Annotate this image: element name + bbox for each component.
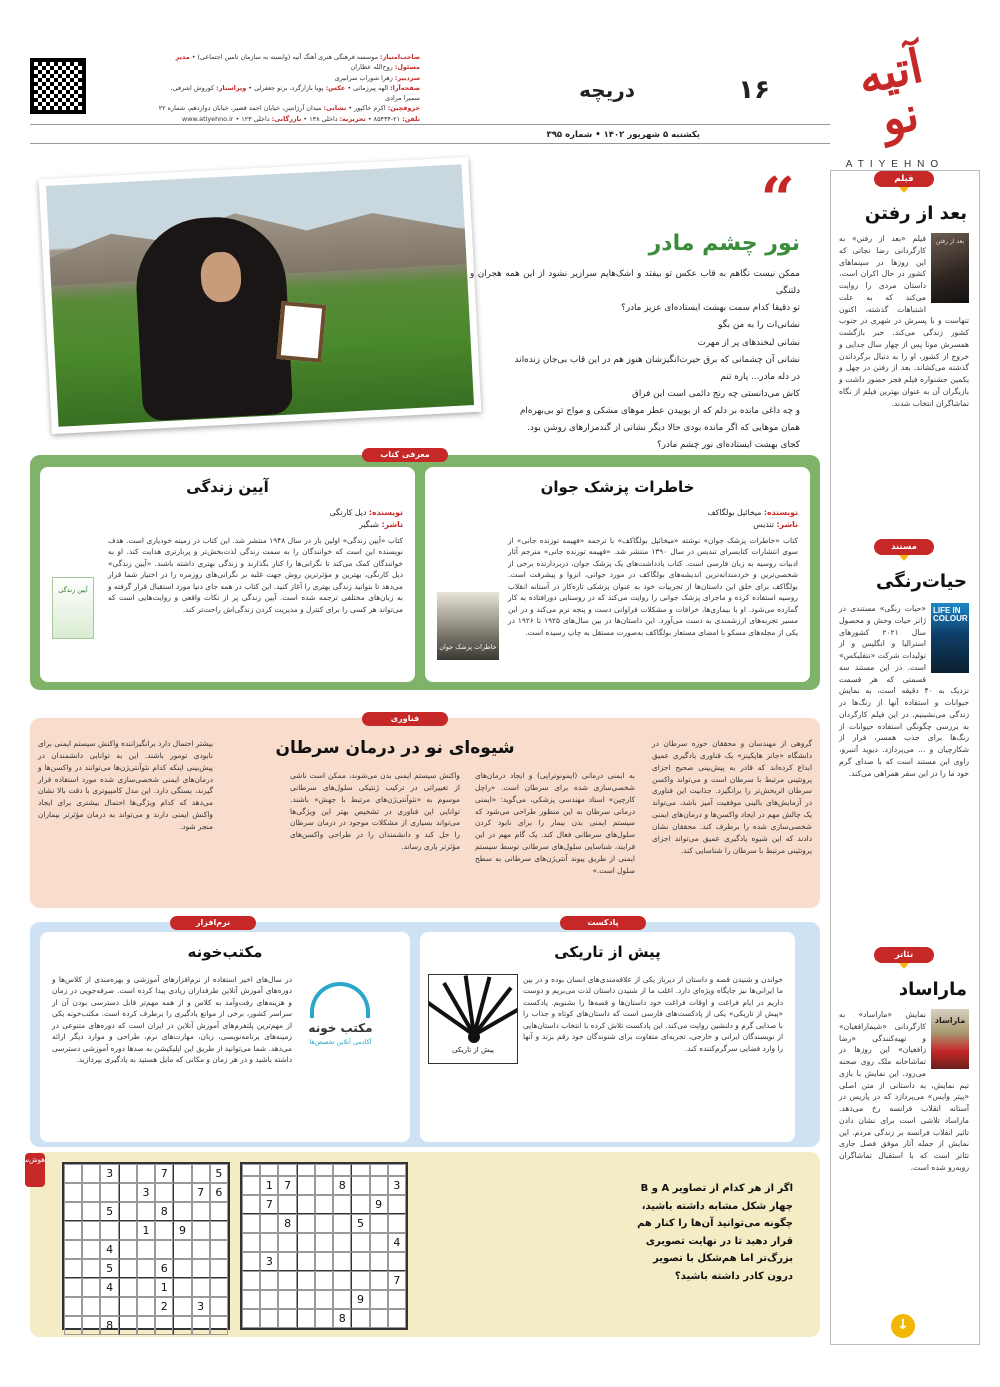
sudoku-cell[interactable] xyxy=(173,1278,191,1297)
sudoku-cell[interactable] xyxy=(100,1297,118,1316)
sudoku-cell[interactable] xyxy=(242,1252,260,1271)
sudoku-cell[interactable] xyxy=(351,1164,369,1176)
sudoku-cell: 8 xyxy=(100,1316,118,1335)
sudoku-cell[interactable] xyxy=(137,1278,155,1297)
sidebar-tag-doc: مستند xyxy=(874,539,934,555)
sudoku-cell[interactable] xyxy=(100,1183,118,1202)
credit-line: سردبیر: زهرا شوراب سرابیری xyxy=(334,73,420,82)
sudoku-cell[interactable] xyxy=(278,1290,296,1309)
qr-code-icon[interactable] xyxy=(30,58,86,114)
sudoku-cell[interactable] xyxy=(64,1278,82,1297)
sudoku-cell[interactable] xyxy=(260,1214,278,1233)
sudoku-cell[interactable] xyxy=(119,1259,137,1278)
sudoku-cell[interactable] xyxy=(192,1240,210,1259)
end-arrow-icon: ↓ xyxy=(891,1314,915,1338)
sudoku-cell[interactable] xyxy=(137,1316,155,1335)
newspaper-logo xyxy=(840,38,950,170)
sudoku-cell[interactable] xyxy=(260,1233,278,1252)
sudoku-cell[interactable] xyxy=(351,1233,369,1252)
photo-frame-icon xyxy=(277,301,327,363)
credits-block xyxy=(155,52,420,124)
tech-section-tag: فناوری xyxy=(362,712,448,726)
sudoku-cell: 1 xyxy=(260,1176,278,1195)
sudoku-cell[interactable] xyxy=(333,1252,351,1271)
tech-col-3: واکنش سیستم ایمنی بدن می‌شوند، ممکن است ناشی از تغییراتی در ترکیب ژنتیکی سلول‌های سرطانی موسوم به «نئوآنتی‌ژن‌های مرتبط با جهش» باشند. توانایی این فناوری در تشخیص بهتر این ویژگی‌ها می‌تواند بسیاری از مشکلات موجود در درمان سرطان را حل کند و دانشمندان را در طراحی واکسن‌های مؤثرتر یاری رساند. xyxy=(290,771,460,852)
sudoku-cell[interactable] xyxy=(297,1164,315,1176)
sudoku-cell[interactable] xyxy=(278,1233,296,1252)
sudoku-cell[interactable] xyxy=(137,1297,155,1316)
sudoku-cell[interactable] xyxy=(388,1290,406,1309)
sudoku-cell[interactable] xyxy=(278,1252,296,1271)
sidebar-tag-theater: تئاتر xyxy=(874,947,934,963)
sudoku-cell: 7 xyxy=(260,1195,278,1214)
sudoku-cell[interactable] xyxy=(173,1164,191,1183)
sudoku-cell: 3 xyxy=(192,1297,210,1316)
theater-text: ماراساد نمایش «ماراساد» به کارگردانی «شیمارافغیان» و تهیه‌کنندگی «رضا زافغیان» این روزها در تماشاخانه ملک روی صحنه می‌رود. این نمایش با بازی تیم نمایش، به داستانی از متن اصلی «پیتر وایس» می‌پردازد که در پاریس در آستانه انقلاب فرانسه رخ می‌دهد. ماراساد تلاشی است برای نشان دادن تاثیر انقلاب فرانسه بر زندگی مردم. این نمایش از جمله آثار موفق فصل جاری تئاتر است که با استقبال تماشاگران روبه‌رو شده است. xyxy=(839,1010,969,1172)
sudoku-cell[interactable] xyxy=(278,1271,296,1290)
sudoku-cell: 4 xyxy=(388,1233,406,1252)
sudoku-cell[interactable] xyxy=(242,1233,260,1252)
book1-title: خاطرات پزشک جوان xyxy=(540,478,695,496)
sudoku-cell[interactable] xyxy=(351,1195,369,1214)
sudoku-cell: 1 xyxy=(137,1221,155,1240)
doc-text: LIFE IN COLOUR «حیات رنگی» مستندی در ژانر حیات وحش و محصول سال ۲۰۲۱ کشورهای استرالیا و انگلیس و از تولیدات شرکت «نتفلیکس» است. در این مستند سه قسمتی که هر قسمت نزدیک به ۴۰ دقیقه است، به نمایش حیوانات و استفاده آنها از رنگ‌ها در زندگی می‌نشینیم. در این فیلم کارگردان به بررسی چگونگی استفاده حیوانات از رنگ‌ها برای جذب همسر، فرار از شکارچیان و ... می‌پردازد. دیوید آتنبرو، راوی این مستند است که با صدای گرم خود ما را در این سفر همراهی می‌کند. xyxy=(839,604,969,778)
sudoku-grid-2[interactable] xyxy=(240,1162,408,1330)
podcast-cover: پیش از تاریکی xyxy=(428,974,518,1064)
sudoku-cell: 9 xyxy=(173,1221,191,1240)
sudoku-cell[interactable] xyxy=(82,1164,100,1183)
sudoku-cell[interactable] xyxy=(173,1316,191,1335)
sudoku-cell: 8 xyxy=(333,1309,351,1328)
sudoku-cell: 4 xyxy=(100,1278,118,1297)
sudoku-cell[interactable] xyxy=(64,1259,82,1278)
logo-text: آتیه نو xyxy=(853,38,928,147)
credit-line: صاحب‌امتیاز: موسسه فرهنگی هنری آهنگ آتیه (وابسته به سازمان تامین اجتماعی) • مدیر مسئول: روح‌الله عطاران xyxy=(175,53,420,72)
sudoku-cell[interactable] xyxy=(192,1316,210,1335)
logo-latin: ATIYEHNO xyxy=(845,159,945,170)
book1-body: کتاب «خاطرات پزشک جوان» نوشته «میخائیل بولگاکف» با ترجمه «فهیمه توزنده جانی» از سوی انتشارات کتابسرای تندیس در سال ۱۳۹۰ منتشر شد. «فهیمه توزنده جانی» مترجم آثار ادبیات روسیه به زبان فارسی است. کتاب یادداشت‌های یک پزشک جوان، دربردارنده برخی از شخصی‌ترین و خردمندانه‌ترین اندیشه‌های بولگاکف در مورد جوانی، انزوا و پیشرفت است. بولگاکف برای خلق این داستان‌ها از تجربیات خود به عنوان پزشکی تازه‌کار در آستانه انقلاب روسیه استفاده کرده و ماجرای پزشک جوانی را روایت می‌کند که در روستایی دورافتاده به کار گمارده می‌شود. او با بیماری‌ها، خرافات و مشکلات فراوانی دست و پنجه نرم می‌کند و در این مسیر تجربه‌های ارزشمندی به دست می‌آورد. این داستان‌ها در بین سال‌های ۱۹۲۵ تا ۱۹۲۶ در یکی از مجله‌های مسکو با امضای مستعار بولگاکف به‌صورت مستقل به چاپ رسیده است. xyxy=(508,536,798,637)
sudoku-cell[interactable] xyxy=(119,1297,137,1316)
sudoku-cell[interactable] xyxy=(370,1176,388,1195)
woman-figure xyxy=(133,214,293,422)
feature-photo xyxy=(39,157,482,434)
sudoku-cell[interactable] xyxy=(100,1221,118,1240)
sudoku-cell[interactable] xyxy=(315,1233,333,1252)
sudoku-cell[interactable] xyxy=(315,1214,333,1233)
sudoku-cell[interactable] xyxy=(315,1252,333,1271)
podcast-tag: پادکست xyxy=(560,916,646,930)
book2-title: آیین زندگی xyxy=(186,478,269,496)
podcast-card xyxy=(420,932,795,1142)
sudoku-cell[interactable] xyxy=(210,1297,228,1316)
sudoku-cell[interactable] xyxy=(242,1271,260,1290)
podcast-body: خواندن و شنیدن قصه و داستان از دیرباز یکی از علاقه‌مندی‌های انسان بوده و در بین ما ایرانی‌ها نیز جایگاه ویژه‌ای دارد. اغلب ما از شنیدن داستان لذت می‌بریم و دوست داریم در ایام فراغت و اوقات فراغت خود داستان‌ها و قصه‌ها را بشنویم. پادکست «پیش از تاریکی» یکی از پادکست‌های فارسی است که داستان‌های کوتاه و جذاب را با صدایی گرم و دلنشین روایت می‌کند. این پادکست تلاش کرده با انتخاب داستان‌هایی از نویسندگان ایرانی و خارجی، تجربه‌ای متفاوت برای شنوندگان خود رقم بزند و آنها را وارد فضایی سرگرم‌کننده کند. xyxy=(523,975,783,1053)
sudoku-cell: 8 xyxy=(155,1202,173,1221)
sidebar-tag-film: فیلم xyxy=(874,171,934,187)
sudoku-cell[interactable] xyxy=(351,1252,369,1271)
sudoku-cell[interactable] xyxy=(210,1259,228,1278)
sudoku-cell[interactable] xyxy=(333,1271,351,1290)
arrow-down-icon xyxy=(899,555,909,561)
sudoku-cell[interactable] xyxy=(82,1297,100,1316)
sudoku-cell[interactable] xyxy=(333,1214,351,1233)
sudoku-cell[interactable] xyxy=(192,1164,210,1183)
sudoku-cell[interactable] xyxy=(370,1233,388,1252)
sudoku-cell[interactable] xyxy=(137,1259,155,1278)
sudoku-cell[interactable] xyxy=(297,1252,315,1271)
sudoku-cell[interactable] xyxy=(155,1221,173,1240)
software-body: در سال‌های اخیر استفاده از نرم‌افزارهای آموزشی و بهره‌مندی از کلاس‌ها و دوره‌های آموزش آنلاین طرفداران زیادی پیدا کرده است. صرفه‌جویی در زمان و هزینه‌های رفت‌وآمد به کلاس و از همه مهم‌تر قابل دسترسی بودن آن از سراسر کشور، برخی از موانع یادگیری را برطرف کرده است. مکتب‌خونه یکی از مهم‌ترین پلتفرم‌های آموزش آنلاین در ایران است که دوره‌های متنوعی در زمینه‌های برنامه‌نویسی، زبان، مهارت‌های نرم، طراحی و موارد دیگر ارائه می‌دهد. شما می‌توانید از طریق این اپلیکیشن به صدها دوره آموزشی دسترسی داشته باشید و در هر زمان و مکانی که مایل هستید به یادگیری بپردازید. xyxy=(52,975,292,1065)
sudoku-cell[interactable] xyxy=(64,1316,82,1335)
sudoku-cell: 5 xyxy=(351,1214,369,1233)
sudoku-cell[interactable] xyxy=(242,1195,260,1214)
book-card-2 xyxy=(40,467,415,682)
sudoku-cell[interactable] xyxy=(388,1252,406,1271)
credit-line: صفحه‌آرا: الهه پیرزمانی • عکس: پویا بازارگرد، برنو جعفرلی • ویراستار: کوروش اشرفی، سمیرا مرادی xyxy=(170,83,420,102)
sudoku-cell: 6 xyxy=(210,1183,228,1202)
sudoku-cell: 2 xyxy=(155,1297,173,1316)
sudoku-cell[interactable] xyxy=(260,1271,278,1290)
brain-teaser-tag: هوش‌سنج xyxy=(25,1153,45,1187)
sudoku-cell: 3 xyxy=(100,1164,118,1183)
software-card xyxy=(40,932,410,1142)
doc-poster: LIFE IN COLOUR xyxy=(931,603,969,673)
page-number: ۱۶ xyxy=(738,75,770,105)
sudoku-cell: 9 xyxy=(370,1195,388,1214)
sudoku-cell[interactable] xyxy=(315,1195,333,1214)
sudoku-cell[interactable] xyxy=(119,1316,137,1335)
sudoku-cell[interactable] xyxy=(297,1195,315,1214)
sudoku-cell[interactable] xyxy=(388,1195,406,1214)
sudoku-cell[interactable] xyxy=(119,1278,137,1297)
sudoku-cell[interactable] xyxy=(351,1176,369,1195)
sudoku-cell[interactable] xyxy=(137,1240,155,1259)
sudoku-cell[interactable] xyxy=(333,1233,351,1252)
sudoku-cell: 5 xyxy=(210,1164,228,1183)
sudoku-cell: 8 xyxy=(333,1176,351,1195)
sudoku-cell[interactable] xyxy=(242,1290,260,1309)
sudoku-cell[interactable] xyxy=(370,1309,388,1328)
sudoku-cell[interactable] xyxy=(333,1290,351,1309)
sudoku-cell: 7 xyxy=(192,1183,210,1202)
feature-title: نور چشم مادر xyxy=(648,231,800,256)
podcast-title: پیش از تاریکی xyxy=(554,943,661,961)
sudoku-cell[interactable] xyxy=(370,1214,388,1233)
sudoku-cell[interactable] xyxy=(315,1271,333,1290)
sudoku-cell[interactable] xyxy=(137,1164,155,1183)
sudoku-cell[interactable] xyxy=(315,1290,333,1309)
tech-title: شیوه‌ای نو در درمان سرطان xyxy=(275,738,515,758)
book-card-1 xyxy=(425,467,810,682)
feature-body: ممکن نیست نگاهم به قاب عکس تو بیفتد و اشک‌هایم سرازیر نشود از این همه هجران و دلتنگی تو دقیقا کدام سمت بهشت ایستاده‌ای عزیز مادر؟ نشانی‌ات را به من بگو نشانی لبخندهای پر از مهرت نشانی آن چشمانی که برق حیرت‌انگیزشان هنوز هم در این قاب بی‌جان زنده‌اند در دله مادر... پاره تنم کاش می‌دانستی چه رنج دائمی است این فراق و چه داغی مانده بر دلم که از بوییدن عطر موهای مشکی و مواج تو بی‌بهره‌ام همان موهایی که اگر مانده بودی حالا دیگر نشانی از گندمزارهای روشن بود. کجای بهشت ایستاده‌ای نور چشم مادر؟ xyxy=(470,269,800,451)
sudoku-cell[interactable] xyxy=(242,1309,260,1328)
sudoku-cell[interactable] xyxy=(388,1309,406,1328)
sudoku-cell[interactable] xyxy=(297,1271,315,1290)
sudoku-cell[interactable] xyxy=(82,1278,100,1297)
sudoku-cell[interactable] xyxy=(388,1164,406,1176)
tech-col-4: بیشتر احتمال دارد برانگیزاننده واکنش سیستم ایمنی برای نابودی تومور باشند. این به توانایی دانشمندان در پیش‌بینی اینکه کدام نئوآنتی‌ژن‌ها می‌توانند در واکسن‌ها و درمان‌های ایمنی شخصی‌سازی شده مورد استفاده قرار گیرند، بستگی دارد. این مدل کامپیوتری با دقت بالا نشان می‌دهد که کدام ویژگی‌ها احتمال بیشتری برای ایجاد واکنش ایمنی دارند و می‌تواند به درمان مؤثرتر بیماران منجر شود. xyxy=(37,739,213,831)
sudoku-cell[interactable] xyxy=(388,1214,406,1233)
sudoku-cell[interactable] xyxy=(333,1195,351,1214)
sudoku-cell: 7 xyxy=(388,1271,406,1290)
sudoku-cell[interactable] xyxy=(370,1164,388,1176)
sudoku-cell[interactable] xyxy=(155,1240,173,1259)
sudoku-cell[interactable] xyxy=(173,1202,191,1221)
sudoku-cell[interactable] xyxy=(64,1221,82,1240)
sudoku-cell[interactable] xyxy=(242,1214,260,1233)
sudoku-cell[interactable] xyxy=(210,1221,228,1240)
tech-col-2: به ایمنی درمانی (ایمونوتراپی) و ایجاد درمان‌های شخصی‌سازی شده برای سرطان است. «راچل کارچین» استاد مهندسی پزشکی، می‌گوید: «ایمنی درمانی سرطان به این منظور طراحی می‌شود که سیستم ایمنی بدن بیمار را برای نابود کردن سلول‌های سرطانی فعال کند. یک گام مهم در این فرایند، شناسایی سلول‌های سرطانی توسط سیستم ایمنی از طریق پیوند آنتی‌ژن‌های سرطانی به سطح سلول است.» xyxy=(475,771,635,875)
sudoku-cell[interactable] xyxy=(370,1271,388,1290)
sudoku-cell[interactable] xyxy=(82,1202,100,1221)
sudoku-cell[interactable] xyxy=(370,1252,388,1271)
book2-body: کتاب «آیین زندگی» اولین بار در سال ۱۹۴۸ منتشر شد. این کتاب در زمینه خودیاری است. هدف نویسنده این است که خوانندگان را به سمت زندگی لذت‌بخش‌تر و پربارتری هدایت کند. او به خوانندگان کمک می‌کند تا نگرانی‌ها را کنار بگذارند و زندگی بهتری داشته باشند. «آیین زندگی» دیل کارنگی، بهترین و مؤثرترین روش جهت غلبه بر نگرانی‌های روزمره را در اختیار شما قرار می‌دهد تا بتوانید زندگی بهتری را آغاز کنید. این کتاب در همه جای دنیا مورد استقبال قرار گرفته و به زبان‌های مختلفی ترجمه شده است. آیین زندگی پر از نکات واقعی و روایت‌هایی است که می‌تواند هر کسی را برای کنترل و مدیریت کردن زندگی‌اش راحت‌تر کند. xyxy=(108,536,403,614)
sudoku-grid-1[interactable] xyxy=(62,1162,230,1330)
sudoku-cell[interactable] xyxy=(119,1164,137,1183)
sudoku-cell[interactable] xyxy=(260,1290,278,1309)
sudoku-cell[interactable] xyxy=(315,1176,333,1195)
sudoku-cell[interactable] xyxy=(64,1240,82,1259)
sudoku-cell[interactable] xyxy=(242,1176,260,1195)
sudoku-cell[interactable] xyxy=(260,1309,278,1328)
tech-col-1: گروهی از مهندسان و محققان حوزه سرطان در دانشگاه «جانز هاپکینز» یک فناوری یادگیری عمیق ابداع کرده‌اند که قادر به پیش‌بینی صحیح اجزای پروتئینی مرتبط با سرطان است و می‌تواند واکسن سرطان اثربخش‌تر را برانگیزد. جذابیت این فناوری در آزمایش‌های بالینی موفقیت آمیز باشد، می‌تواند یک چالش مهم در ایجاد واکسن‌ها و درمان‌های ایمنی شخصی‌سازی شده را برطرف کند. محققان نشان دادند که این شیوه یادگیری عمیق می‌تواند اجزای پروتئینی مرتبط با سرطان را شناسایی کند. xyxy=(652,739,812,855)
book1-cover: خاطرات پزشک جوان xyxy=(437,592,499,660)
sudoku-cell[interactable] xyxy=(333,1164,351,1176)
sudoku-cell[interactable] xyxy=(315,1309,333,1328)
sudoku-cell[interactable] xyxy=(278,1195,296,1214)
sudoku-cell[interactable] xyxy=(297,1290,315,1309)
book2-cover: آیین زندگی xyxy=(52,577,94,639)
sudoku-cell[interactable] xyxy=(155,1183,173,1202)
sudoku-cell[interactable] xyxy=(82,1221,100,1240)
software-tag: نرم‌افزار xyxy=(170,916,256,930)
sudoku-cell[interactable] xyxy=(278,1309,296,1328)
sudoku-cell[interactable] xyxy=(351,1309,369,1328)
quote-icon: “ xyxy=(760,165,795,235)
sudoku-cell[interactable] xyxy=(173,1297,191,1316)
sudoku-cell: 7 xyxy=(278,1176,296,1195)
sudoku-cell[interactable] xyxy=(119,1221,137,1240)
sudoku-cell[interactable] xyxy=(297,1214,315,1233)
sudoku-cell[interactable] xyxy=(119,1202,137,1221)
sudoku-cell[interactable] xyxy=(315,1164,333,1176)
sudoku-cell[interactable] xyxy=(119,1240,137,1259)
sudoku-cell[interactable] xyxy=(297,1233,315,1252)
sudoku-cell[interactable] xyxy=(192,1202,210,1221)
theater-title: ماراساد xyxy=(898,979,967,1000)
sudoku-cell[interactable] xyxy=(210,1240,228,1259)
divider xyxy=(30,143,830,144)
book-section-tag: معرفی کتاب xyxy=(362,448,448,462)
sudoku-cell[interactable] xyxy=(210,1316,228,1335)
theater-poster: ماراساد xyxy=(931,1009,969,1069)
sudoku-cell: 1 xyxy=(155,1278,173,1297)
sudoku-cell[interactable] xyxy=(351,1271,369,1290)
credit-line: تلفن: ۲۱-۸۵۴۳۴ • تحریریه: داخلی ۱۳۸ • بازرگانی: داخلی ۱۲۳ • www.atiyehno.ir xyxy=(182,114,420,123)
arrow-down-icon xyxy=(899,187,909,193)
sudoku-cell[interactable] xyxy=(155,1316,173,1335)
film-text: بعد از رفتن فیلم «بعد از رفتن» به کارگردانی رضا نجاتی که این روزها در سینماهای کشور در حال اکران است، داستان مردی را روایت می‌کند که به علت اشتباهات گذشته، اکنون تنهاست و با پسرش در شهری در جنوب کشور زندگی می‌کند. خبر بازگشت همسرش مونا پس از چهار سال جدایی و خروج از کشور، او را به دنبال برگرداندن گذشته می‌کشاند. بعد از رفتن در چهل و یکمین جشنواره فیلم فجر حضور داشت و بازیگران آن به عنوان بهترین فیلم از نگاه تماشاگران انتخاب شدند. xyxy=(839,234,969,408)
sudoku-cell[interactable] xyxy=(82,1259,100,1278)
right-sidebar xyxy=(830,170,980,1345)
sudoku-cell: 9 xyxy=(351,1290,369,1309)
sudoku-cell[interactable] xyxy=(64,1183,82,1202)
sudoku-cell[interactable] xyxy=(82,1183,100,1202)
sudoku-cell[interactable] xyxy=(192,1259,210,1278)
sudoku-cell[interactable] xyxy=(242,1164,260,1176)
sudoku-cell[interactable] xyxy=(173,1183,191,1202)
book2-meta: نویسنده: دیل کارنگی ناشر: شبگیر xyxy=(329,508,403,529)
film-title: بعد از رفتن xyxy=(864,203,967,224)
maktabkhooneh-logo: مکتب خونه آکادمی آنلاین تخصص‌ها xyxy=(298,982,383,1057)
sudoku-cell[interactable] xyxy=(82,1316,100,1335)
divider xyxy=(30,124,830,125)
section-title: دریچه xyxy=(579,78,635,102)
credit-line: حروفچین: اکرم خاکپور • نشانی: میدان آرژانتین، خیابان احمد قصیر، خیابان دوازدهم، شماره ۲۲ xyxy=(158,104,420,113)
arrow-down-icon xyxy=(899,963,909,969)
date-line: یکشنبه ۵ شهریور ۱۴۰۲ • شماره ۳۹۵ xyxy=(546,130,700,140)
sudoku-cell[interactable] xyxy=(173,1240,191,1259)
sudoku-cell[interactable] xyxy=(370,1290,388,1309)
sudoku-cell[interactable] xyxy=(260,1164,278,1176)
sudoku-cell[interactable] xyxy=(210,1202,228,1221)
sudoku-cell[interactable] xyxy=(64,1164,82,1183)
software-title: مکتب‌خونه xyxy=(187,943,263,961)
sudoku-cell[interactable] xyxy=(297,1176,315,1195)
sudoku-cell: 4 xyxy=(100,1240,118,1259)
sudoku-cell: 8 xyxy=(278,1214,296,1233)
sudoku-cell: 3 xyxy=(137,1183,155,1202)
sudoku-cell: 3 xyxy=(388,1176,406,1195)
doc-title: حیات‌رنگی xyxy=(876,571,967,592)
sudoku-cell[interactable] xyxy=(82,1240,100,1259)
sudoku-cell[interactable] xyxy=(64,1297,82,1316)
sudoku-cell: 7 xyxy=(155,1164,173,1183)
sudoku-cell[interactable] xyxy=(278,1164,296,1176)
puzzle-question: اگر از هر کدام از تصاویر A و B چهار شکل مشابه داشته باشید، چگونه می‌توانید آن‌ها را کنار هم قرار دهید تا در نهایت تصویری بزرگ‌تر اما هم‌شکل با تصویر درون کادر داشته باشید؟ xyxy=(637,1183,793,1282)
sudoku-cell: 6 xyxy=(155,1259,173,1278)
sudoku-cell[interactable] xyxy=(192,1278,210,1297)
sudoku-cell: 5 xyxy=(100,1202,118,1221)
sudoku-cell: 3 xyxy=(260,1252,278,1271)
sudoku-cell[interactable] xyxy=(137,1202,155,1221)
book1-meta: نویسنده: میخائیل بولگاکف ناشر: تندیس xyxy=(707,508,798,529)
sudoku-cell[interactable] xyxy=(210,1278,228,1297)
sudoku-cell[interactable] xyxy=(173,1259,191,1278)
sudoku-cell[interactable] xyxy=(64,1202,82,1221)
sudoku-cell[interactable] xyxy=(119,1183,137,1202)
sudoku-cell[interactable] xyxy=(297,1309,315,1328)
sudoku-cell[interactable] xyxy=(192,1221,210,1240)
sudoku-cell: 5 xyxy=(100,1259,118,1278)
film-poster: بعد از رفتن xyxy=(931,233,969,303)
